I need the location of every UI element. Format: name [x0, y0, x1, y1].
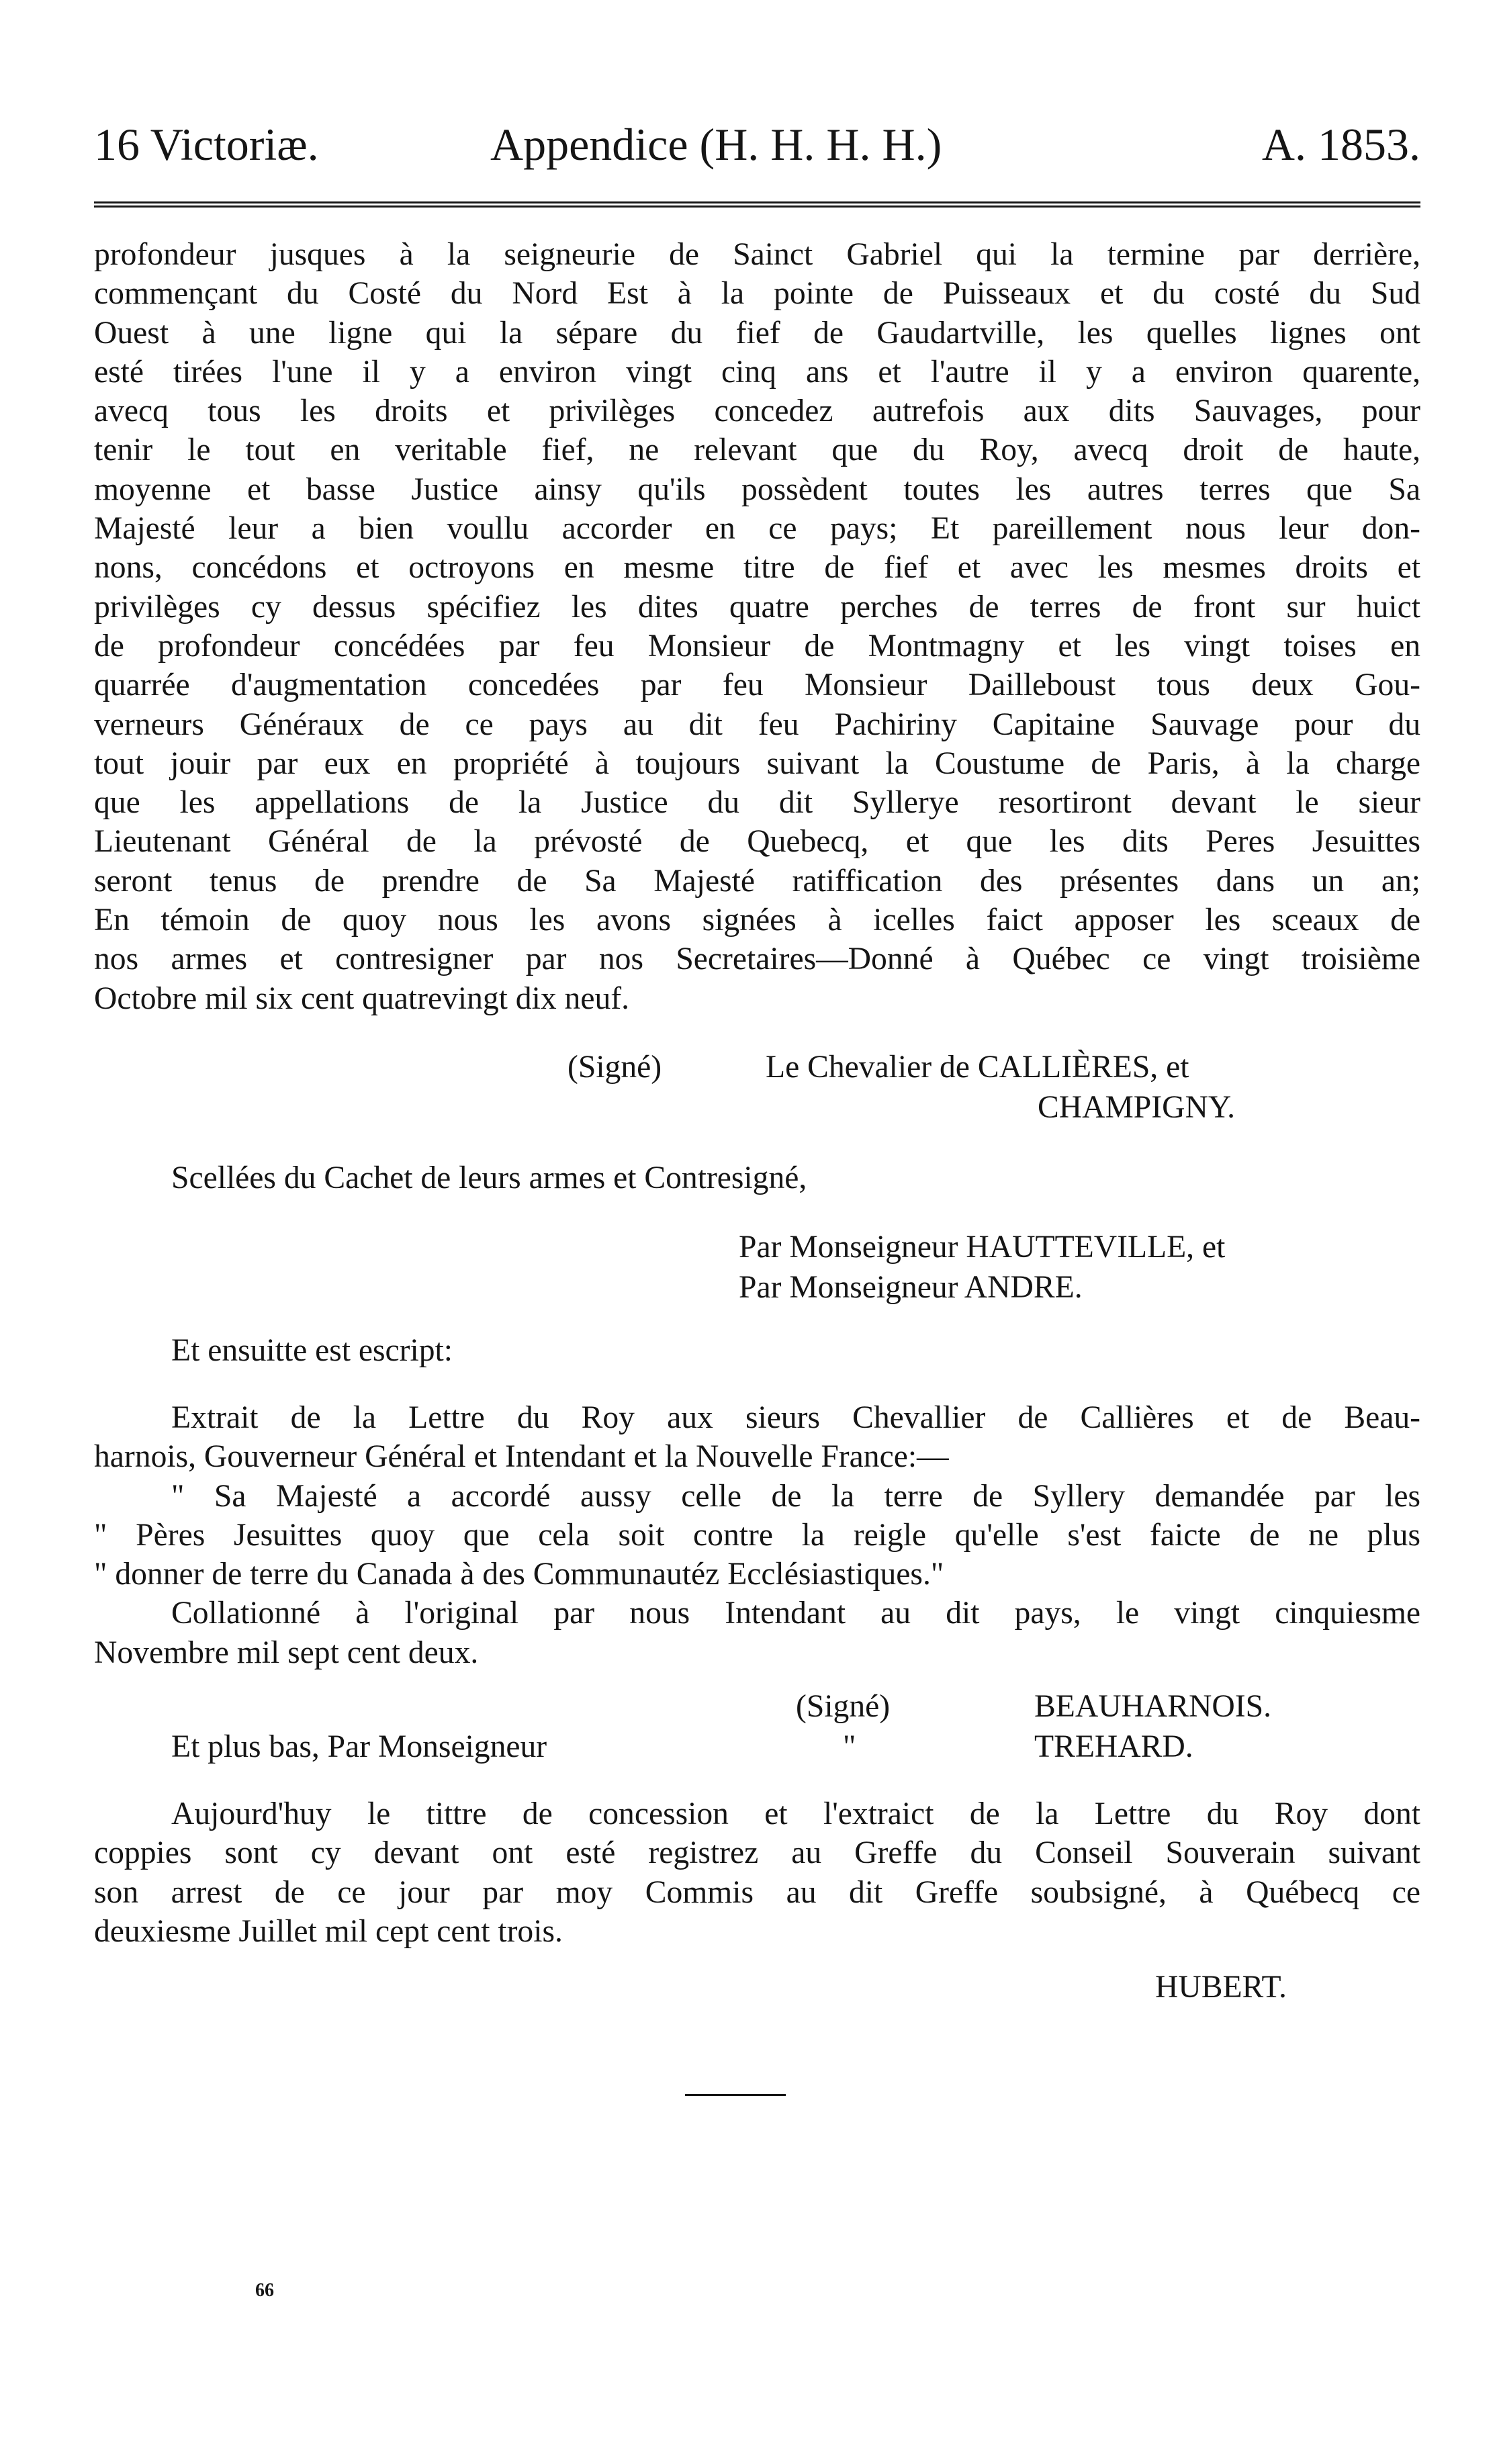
- page-number: 66: [255, 2280, 274, 2301]
- text-line: son arrest de ce jour par moy Commis au dit Greffe soubsigné, à Québecq ce: [94, 1874, 1420, 1910]
- plus-bas-line: Et plus bas, Par Monseigneur: [171, 1729, 547, 1764]
- text-line: commençant du Costé du Nord Est à la pointe de Puisseaux et du costé du Sud: [94, 276, 1420, 312]
- page-header: [94, 114, 1420, 175]
- header-year: A. 1853.: [1261, 119, 1420, 170]
- text-line: " Sa Majesté a accordé aussy celle de la terre de Syllery demandée par les: [171, 1478, 1420, 1514]
- ditto-mark: ": [843, 1729, 856, 1764]
- countersign-line-1: Par Monseigneur HAUTTEVILLE, et: [739, 1230, 1226, 1265]
- text-line: deuxiesme Juillet mil cept cent trois.: [94, 1913, 563, 1949]
- text-line: nons, concédons et octroyons en mesme titre de fief et avec les mesmes droits et: [94, 550, 1420, 586]
- text-line: Lieutenant Général de la prévosté de Quebecq, et que les dits Peres Jesuittes: [94, 824, 1420, 860]
- ensuitte-line: Et ensuitte est escript:: [171, 1333, 453, 1368]
- text-line: quarrée d'augmentation concedées par feu Monsieur Dailleboust tous deux Gou-: [94, 668, 1420, 703]
- closing-rule: [685, 2094, 786, 2096]
- text-line: de profondeur concédées par feu Monsieur de Montmagny et les vingt toises en: [94, 628, 1420, 664]
- text-line: Novembre mil sept cent deux.: [94, 1635, 479, 1670]
- text-line: privilèges cy dessus spécifiez les dites quatre perches de terres de front sur huict: [94, 589, 1420, 625]
- text-line: Extrait de la Lettre du Roy aux sieurs Chevallier de Callières et de Beau-: [171, 1400, 1420, 1435]
- main-paragraph: [94, 235, 1420, 1018]
- text-line: nos armes et contresigner par nos Secretaires—Donné à Québec ce vingt troisième: [94, 942, 1420, 977]
- text-line: Collationné à l'original par nous Intendant au dit pays, le vingt cinquiesme: [171, 1596, 1420, 1631]
- text-line: profondeur jusques à la seigneurie de Sainct Gabriel qui la termine par derrière,: [94, 237, 1420, 272]
- signature-name-beauharnois: BEAUHARNOIS.: [1034, 1689, 1272, 1724]
- text-line: esté tirées l'une il y a environ vingt cinq ans et l'autre il y a environ quarente,: [94, 354, 1420, 390]
- signature-name-trehard: TREHARD.: [1034, 1729, 1193, 1764]
- text-line: que les appellations de la Justice du dit Syllerye resortiront devant le sieur: [94, 785, 1420, 821]
- header-rule: [94, 201, 1420, 208]
- text-line: Aujourd'huy le tittre de concession et l'extraict de la Lettre du Roy dont: [171, 1796, 1420, 1831]
- text-line: moyenne et basse Justice ainsy qu'ils possèdent toutes les autres terres que Sa: [94, 471, 1420, 507]
- signature-name-line-1: Le Chevalier de CALLIÈRES, et: [766, 1050, 1189, 1085]
- clerk-signature: HUBERT.: [1155, 1970, 1287, 2005]
- extract-paragraph: [94, 1398, 1420, 1672]
- signature-name-line-2: CHAMPIGNY.: [1038, 1090, 1235, 1125]
- text-line: Majesté leur a bien voullu accorder en ce pays; Et pareillement nous leur don-: [94, 511, 1420, 547]
- text-line: " Pères Jesuittes quoy que cela soit contre la reigle qu'elle s'est faicte de ne plus: [94, 1517, 1420, 1553]
- text-line: tenir le tout en veritable fief, ne relevant que du Roy, avecq droit de haute,: [94, 432, 1420, 468]
- text-line: coppies sont cy devant ont esté registrez au Greffe du Conseil Souverain suivant: [94, 1835, 1420, 1871]
- text-line: seront tenus de prendre de Sa Majesté ratiffication des présentes dans un an;: [94, 863, 1420, 899]
- text-line: verneurs Généraux de ce pays au dit feu Pachiriny Capitaine Sauvage pour du: [94, 706, 1420, 742]
- text-line: avecq tous les droits et privilèges concedez autrefois aux dits Sauvages, pour: [94, 394, 1420, 429]
- text-line: Octobre mil six cent quatrevingt dix neuf.: [94, 980, 629, 1016]
- header-appendix: Appendice (H. H. H. H.): [490, 119, 942, 170]
- text-line: tout jouir par eux en propriété à toujours suivant la Coustume de Paris, à la charge: [94, 745, 1420, 781]
- sealed-line: Scellées du Cachet de leurs armes et Contresigné,: [171, 1160, 807, 1195]
- text-line: En témoin de quoy nous les avons signées à icelles faict apposer les sceaux de: [94, 903, 1420, 938]
- text-line: Ouest à une ligne qui la sépare du fief de Gaudartville, les quelles lignes ont: [94, 315, 1420, 351]
- signature-signe-2: (Signé): [796, 1689, 891, 1724]
- text-line: harnois, Gouverneur Général et Intendant et la Nouvelle France:—: [94, 1439, 949, 1475]
- registry-paragraph: [94, 1794, 1420, 1951]
- countersign-line-2: Par Monseigneur ANDRE.: [739, 1270, 1083, 1305]
- signature-signe-1: (Signé): [568, 1050, 662, 1085]
- text-line: " donner de terre du Canada à des Communautéz Ecclésiastiques.": [94, 1557, 944, 1592]
- header-session: 16 Victoriæ.: [94, 119, 319, 170]
